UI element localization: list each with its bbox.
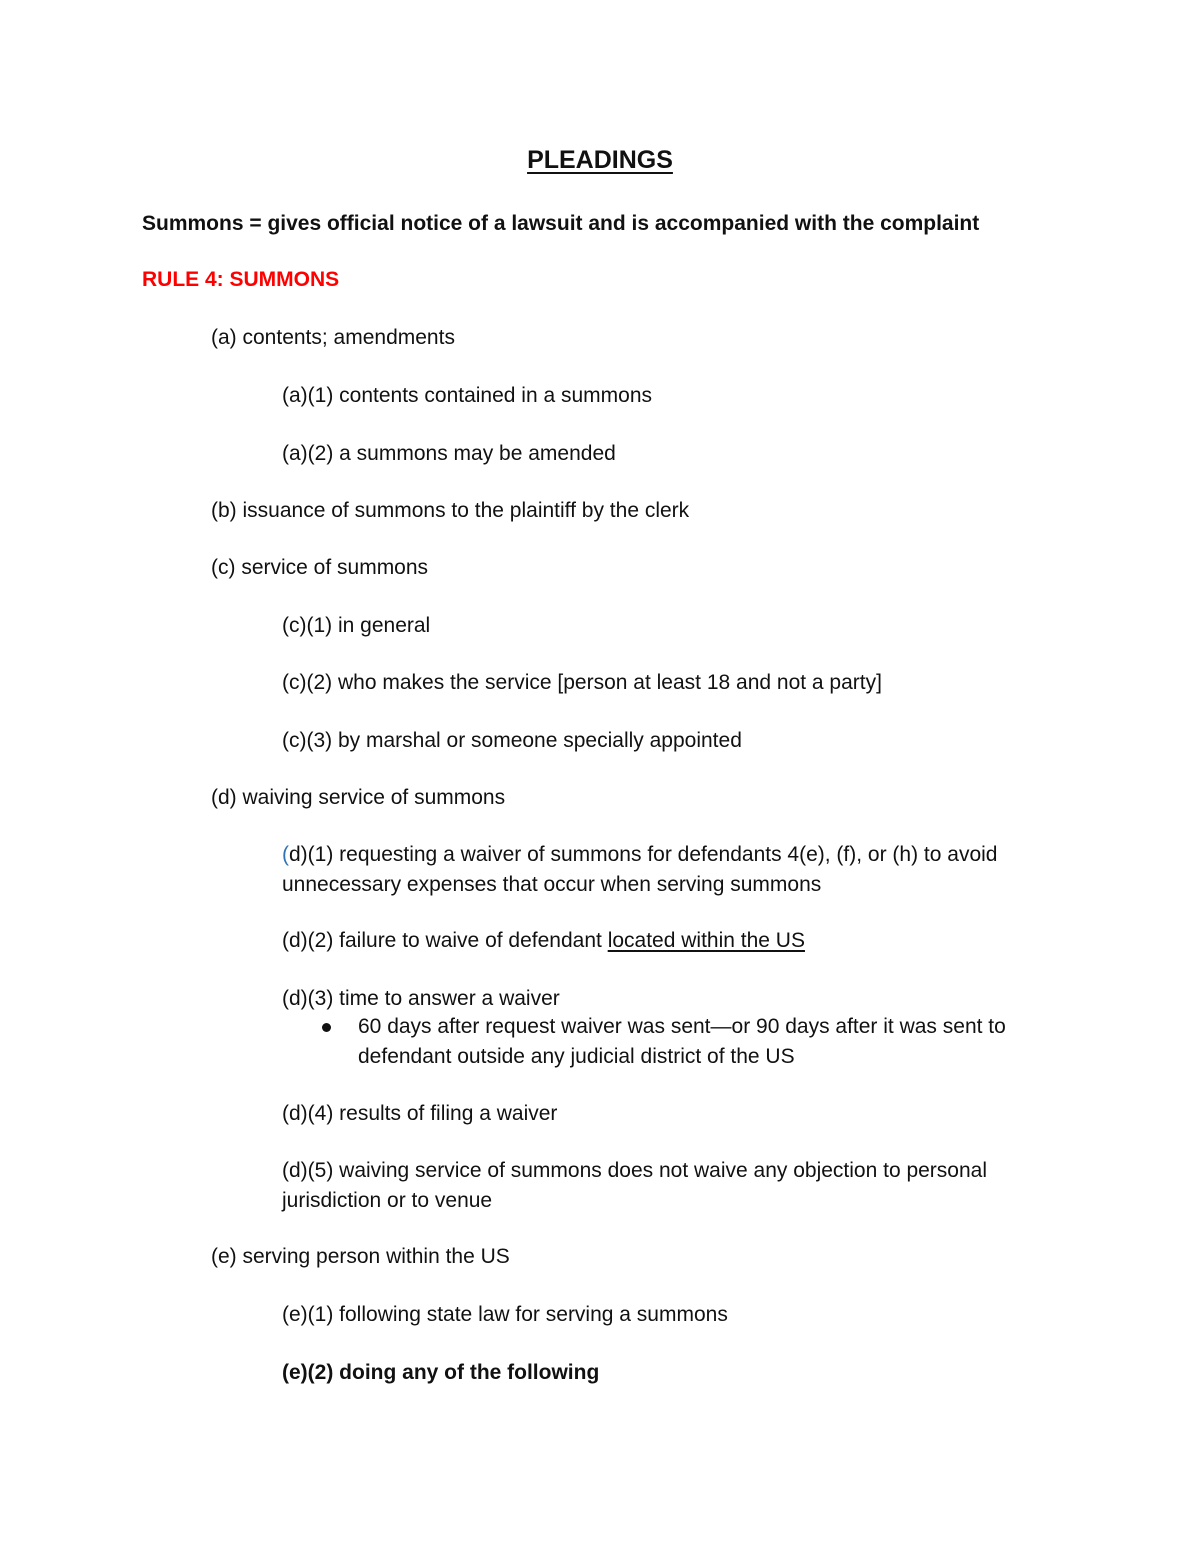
item-d4: (d)(4) results of filing a waiver bbox=[282, 1102, 558, 1125]
item-d5-line1: (d)(5) waiving service of summons does not waive any objection to personal bbox=[282, 1159, 988, 1182]
summons-definition: Summons = gives official notice of a lawsuit and is accompanied with the complaint bbox=[142, 212, 980, 235]
item-e1: (e)(1) following state law for serving a summons bbox=[282, 1303, 728, 1326]
item-c: (c) service of summons bbox=[211, 556, 429, 579]
item-d: (d) waiving service of summons bbox=[211, 786, 506, 809]
d1-blue-paren: ( bbox=[282, 843, 289, 866]
item-c1: (c)(1) in general bbox=[282, 614, 431, 637]
item-d1-line1 bbox=[282, 840, 997, 870]
item-c2: (c)(2) who makes the service [person at least 18 and not a party] bbox=[282, 671, 882, 694]
item-d5-line2: jurisdiction or to venue bbox=[282, 1189, 493, 1212]
d1-line1-text: d)(1) requesting a waiver of summons for defendants 4(e), (f), or (h) to avoid bbox=[289, 843, 998, 866]
bullet-icon bbox=[322, 1023, 331, 1032]
page-title: PLEADINGS bbox=[527, 146, 673, 174]
item-a: (a) contents; amendments bbox=[211, 326, 455, 349]
item-e: (e) serving person within the US bbox=[211, 1245, 510, 1268]
rule-heading: RULE 4: SUMMONS bbox=[142, 268, 340, 291]
item-d2 bbox=[282, 926, 805, 956]
item-e2: (e)(2) doing any of the following bbox=[282, 1361, 600, 1384]
item-c3: (c)(3) by marshal or someone specially appointed bbox=[282, 729, 742, 752]
d3-bullet-line1: 60 days after request waiver was sent—or 90 days after it was sent to bbox=[358, 1015, 1006, 1038]
d3-bullet-line2: defendant outside any judicial district of the US bbox=[358, 1045, 795, 1068]
item-a2: (a)(2) a summons may be amended bbox=[282, 442, 616, 465]
item-a1: (a)(1) contents contained in a summons bbox=[282, 384, 653, 407]
item-d1-line2: unnecessary expenses that occur when serving summons bbox=[282, 873, 822, 896]
d2-text: (d)(2) failure to waive of defendant bbox=[282, 929, 608, 952]
item-b: (b) issuance of summons to the plaintiff by the clerk bbox=[211, 499, 690, 522]
d2-underlined-text: located within the US bbox=[607, 929, 805, 952]
item-d3: (d)(3) time to answer a waiver bbox=[282, 987, 560, 1010]
